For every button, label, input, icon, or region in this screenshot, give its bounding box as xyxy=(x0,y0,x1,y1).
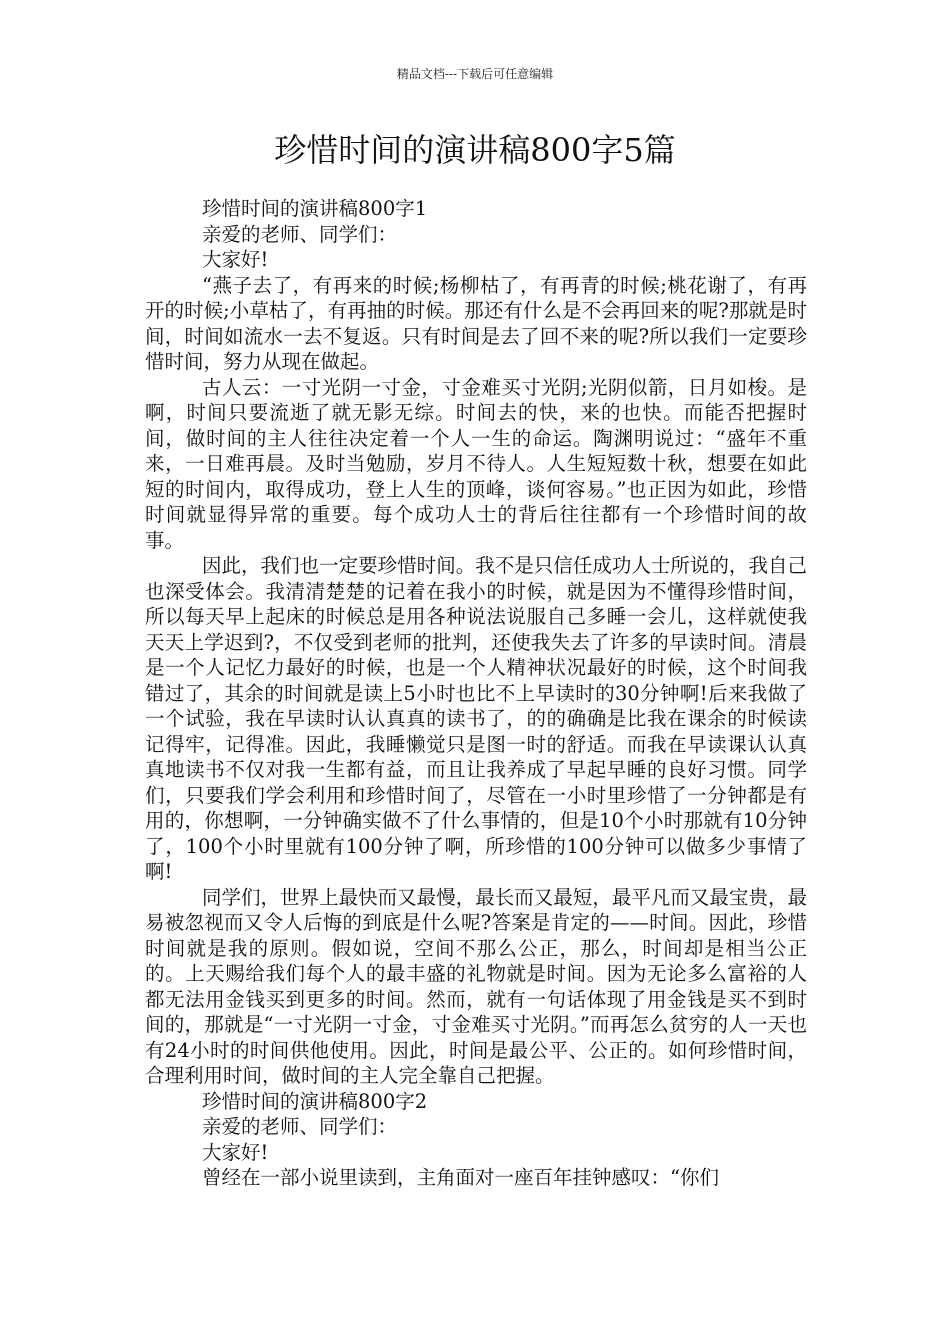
section-heading: 珍惜时间的演讲稿800字1 xyxy=(202,197,428,220)
section-heading: 珍惜时间的演讲稿800字2 xyxy=(202,1089,428,1113)
paragraph: 同学们，世界上最快而又最慢，最长而又最短，最平凡而又最宝贵，最易被忽视而又令人后悔的到底是什么呢?答案是肯定的——时间。因此，珍惜时间就是我的原则。假如说，空间不那么公正，那么，时间却是相当公正的。上天赐给我们每个人的最丰盛的礼物就是时间。因为无论多么富裕的人都无法用金钱买到更多的时间。然而，就有一句话体现了用金钱是买不到时间的，那就是“一寸光阴一寸金，寸金难买寸光阴。”而再怎么贫穷的人一天也有24小时的时间供他使用。因此，时间是最公平、公正的。如何珍惜时间，合理利用时间，做时间的主人完全靠自己把握。 xyxy=(145,885,807,1087)
header-note: 精品文档---下载后可任意编辑 xyxy=(396,67,554,81)
greeting: 大家好! xyxy=(202,248,269,271)
paragraph: 曾经在一部小说里读到，主角面对一座百年挂钟感叹：“你们 xyxy=(202,1166,719,1189)
salutation: 亲爱的老师、同学们： xyxy=(202,1115,398,1138)
paragraph: 因此，我们也一定要珍惜时间。我不是只信任成功人士所说的，我自己也深受体会。我清清楚楚的记着在我小的时候，就是因为不懂得珍惜时间，所以每天早上起床的时候总是用各种说法说服自己多睡一会儿，这样就使我天天上学迟到?，不仅受到老师的批判，还使我失去了许多的早读时间。清晨是一个人记忆力最好的时候，也是一个人精神状况最好的时候，这个时间我错过了，其余的时间就是读上5小时也比不上早读时的30分钟啊!后来我做了一个试验，我在早读时认认真真的读书了，的的确确是比我在课余的时候读记得牢，记得准。因此，我睡懒觉只是图一时的舒适。而我在早读课认认真真地读书不仅对我一生都有益，而且让我养成了早起早睡的良好习惯。同学们，只要我们学会利用和珍惜时间了，尽管在一小时里珍惜了一分钟都是有用的，你想啊，一分钟确实做不了什么事情的，但是10个小时那就有10分钟了，100个小时里就有100分钟了啊，所珍惜的100分钟可以做多少事情了啊! xyxy=(145,554,807,883)
paragraph: 古人云：一寸光阴一寸金，寸金难买寸光阴;光阴似箭，日月如梭。是啊，时间只要流逝了就无影无综。时间去的快，来的也快。而能否把握时间，做时间的主人往往决定着一个人一生的命运。陶渊明说过：“盛年不重来，一日难再晨。及时当勉励，岁月不待人。人生短短数十秋，想要在如此短的时间内，取得成功，登上人生的顶峰，谈何容易。”也正因为如此，珍惜时间就显得异常的重要。每个成功人士的背后往往都有一个珍惜时间的故事。 xyxy=(145,375,807,552)
paragraph: “燕子去了，有再来的时候;杨柳枯了，有再青的时候;桃花谢了，有再开的时候;小草枯了，有再抽的时候。那还有什么是不会再回来的呢?那就是时间，时间如流水一去不复返。只有时间是去了回不来的呢?所以我们一定要珍惜时间，努力从现在做起。 xyxy=(145,273,807,373)
document-title: 珍惜时间的演讲稿800字5篇 xyxy=(274,131,676,169)
salutation: 亲爱的老师、同学们： xyxy=(202,222,398,246)
document-body xyxy=(145,196,807,1191)
greeting: 大家好! xyxy=(202,1140,269,1164)
